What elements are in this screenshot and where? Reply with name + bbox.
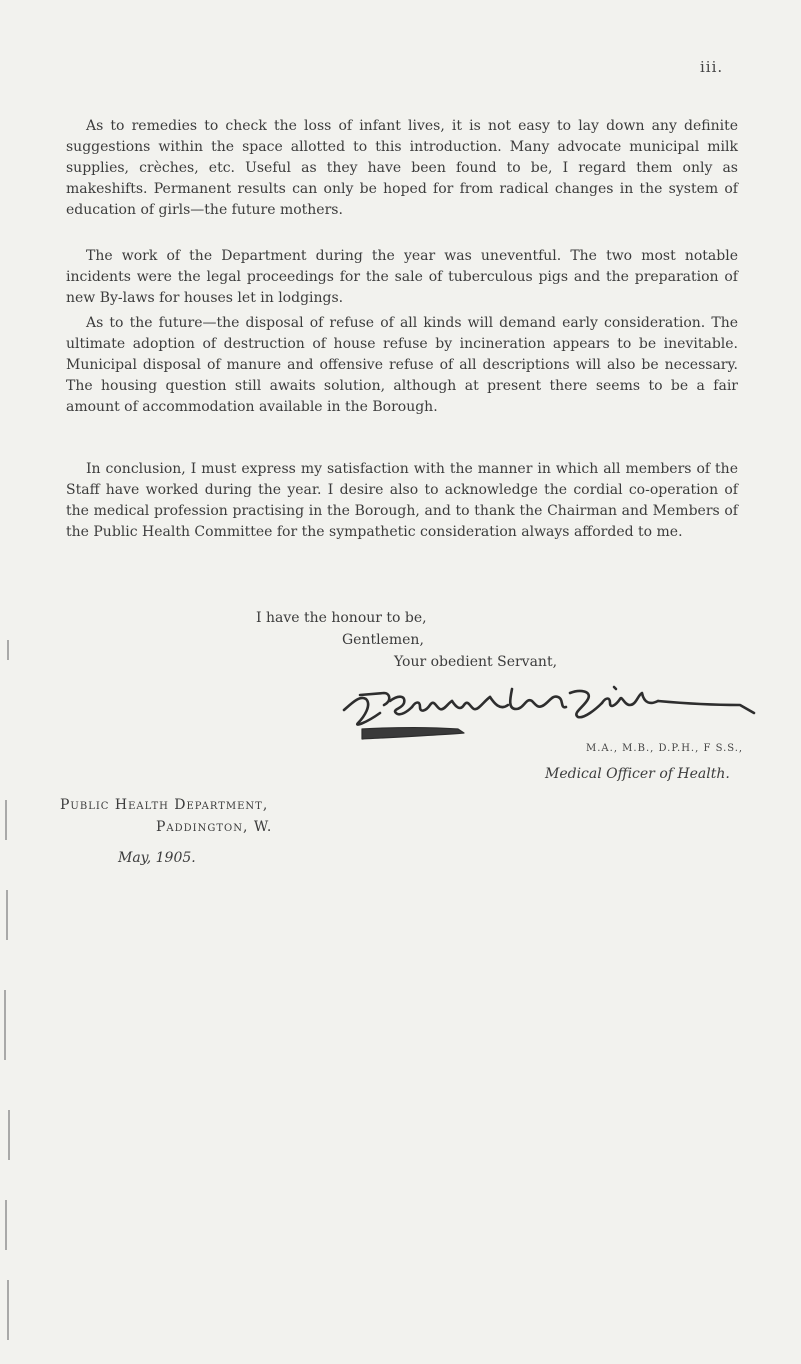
paragraph-conclusion: In conclusion, I must express my satisfaction with the manner in which all members of the Staff have worked during the year. I desire also to acknowledge the cordial co-operation of the medical profession practising in the Borough, and to thank the Chairman and Members of the Public Health Committee for the sympathetic consideration always afforded to me. [66,461,738,540]
paragraph-infant-remedies: As to remedies to check the loss of infant lives, it is not easy to lay down any definite suggestions within the space allotted to this introduction. Many advocate municipal milk supplies, crèches, etc. Useful as they have been found to be, I regard them only as makeshifts. Permanent results can only be hoped for from radical changes in the system of education of girls—the future mothers. [66,118,738,218]
closing-servant: Your obedient Servant, [394,654,558,670]
page-number: iii. [700,58,724,76]
qualifications: M.A., M.B., D.P.H., F S.S., [586,743,744,754]
closing-salutation: Gentlemen, [342,632,424,648]
department-address: Public Health Department, [60,797,269,813]
closing-honour: I have the honour to be, [256,610,427,626]
officer-title: Medical Officer of Health. [545,766,730,782]
place-address: Paddington, W. [156,819,273,835]
paragraph-future: As to the future—the disposal of refuse of all kinds will demand early consideration. The ultimate adoption of destruction of house refuse by incineration appears to be inevitable. Municipal disposal of manure and offensive refuse of all descriptions will also be necessary. The housing question still awaits solution, although at present there seems to be a fair amount of accommodation available in the Borough. [66,315,738,415]
page-edge-marks [0,640,14,1364]
paragraph-department-work: The work of the Department during the year was uneventful. The two most notable incidents were the legal proceedings for the sale of tuberculous pigs and the preparation of new By-laws for houses let in lodgings. [66,248,738,306]
document-date: May, 1905. [118,850,196,866]
